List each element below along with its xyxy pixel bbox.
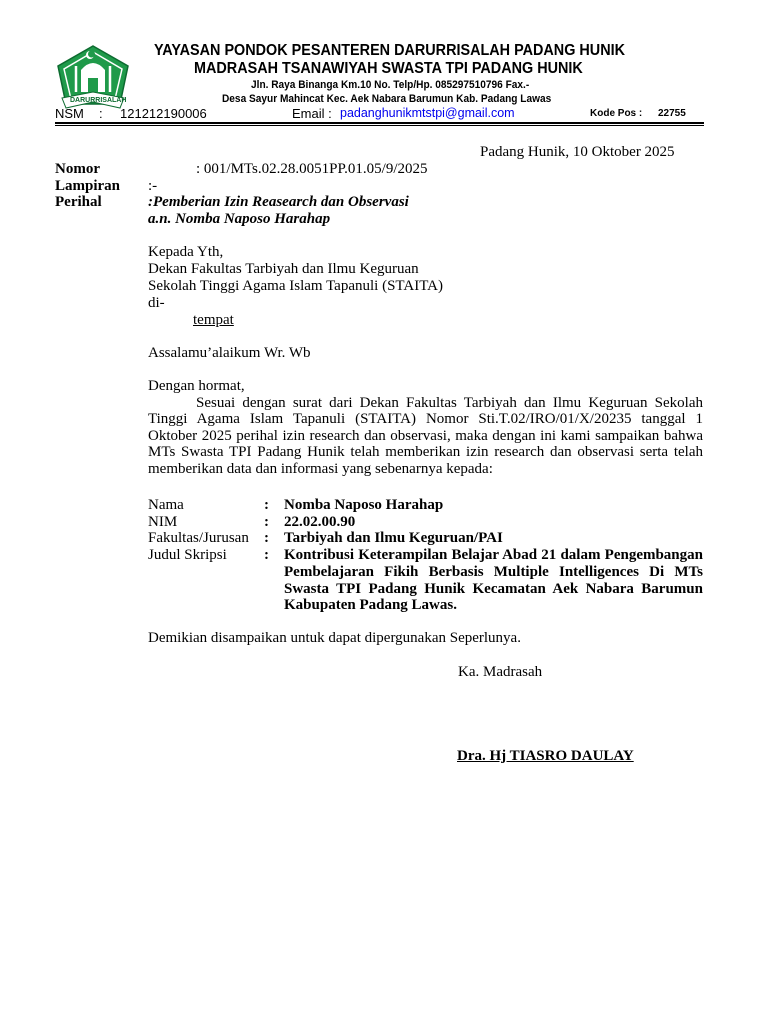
recipient-institution: Sekolah Tinggi Agama Islam Tapanuli (STAITA) — [148, 278, 443, 294]
perihal-line-1 — [148, 194, 409, 211]
body-paragraph: Sesuai dengan surat dari Dekan Fakultas Tarbiyah dan Ilmu Keguruan Sekolah Tinggi Agama Islam Tapanuli (STAITA) Nomor Sti.T.02/IRO/01/X/20235 tanggal 1 Oktober 2025 perihal izin research dan observasi, maka dengan ini kami sampaikan bahwa MTs Swasta TPI Padang Hunik telah memberikan izin research dan observasi serta telah memberikan data dan informasi yang sebenarnya kepada: — [148, 395, 703, 477]
nsm-value: 121212190006 — [120, 106, 207, 121]
perihal-subject: Pemberian Izin Reasearch dan Observasi — [153, 194, 409, 210]
nim-colon: : — [264, 514, 269, 530]
nsm-colon: : — [99, 106, 103, 121]
judul-colon: : — [264, 547, 269, 563]
school-village: Desa Sayur Mahincat Kec. Aek Nabara Barumun Kab. Padang Lawas — [222, 93, 552, 105]
recipient-place: tempat — [193, 312, 234, 328]
nim-value: 22.02.00.90 — [284, 514, 356, 530]
school-logo — [54, 44, 132, 110]
postal-code-label: Kode Pos : — [590, 108, 643, 119]
salutation: Assalamu’alaikum Wr. Wb — [148, 345, 311, 361]
fakultas-colon: : — [264, 530, 269, 546]
nama-value: Nomba Naposo Harahap — [284, 497, 444, 513]
closing-sentence: Demikian disampaikan untuk dapat dipergunakan Seperlunya. — [148, 630, 521, 646]
nama-label: Nama — [148, 497, 184, 513]
signature-name: Dra. Hj TIASRO DAULAY — [457, 748, 634, 764]
opening: Dengan hormat, — [148, 378, 245, 394]
lampiran-value: :- — [148, 178, 158, 194]
school-name: MADRASAH TSANAWIYAH SWASTA TPI PADANG HUNIK — [194, 60, 583, 77]
letterhead-rule-thick — [55, 122, 704, 124]
fakultas-label: Fakultas/Jurusan — [148, 530, 249, 546]
perihal-line-2: a.n. Nomba Naposo Harahap — [148, 211, 331, 227]
email-link[interactable]: padanghunikmtstpi@gmail.com — [340, 106, 515, 120]
signature-title: Ka. Madrasah — [458, 664, 543, 680]
nim-label: NIM — [148, 514, 178, 530]
fakultas-value: Tarbiyah dan Ilmu Keguruan/PAI — [284, 530, 503, 546]
email-label: Email : — [292, 106, 332, 121]
nama-colon: : — [264, 497, 269, 513]
perihal-colon: : — [148, 194, 153, 210]
judul-label: Judul Skripsi — [148, 547, 227, 563]
postal-code-value: 22755 — [658, 108, 686, 119]
lampiran-label: Lampiran — [55, 178, 121, 194]
nomor-value: : 001/MTs.02.28.0051PP.01.05/9/2025 — [196, 161, 428, 177]
nomor-label: Nomor — [55, 161, 100, 177]
foundation-name: YAYASAN PONDOK PESANTEREN DARURRISALAH PADANG HUNIK — [154, 42, 625, 59]
recipient-dean: Dekan Fakultas Tarbiyah dan Ilmu Keguruan — [148, 261, 419, 277]
judul-value: Kontribusi Keterampilan Belajar Abad 21 dalam Pengembangan Pembelajaran Fikih Berbasis Multiple Intelligences Di MTs Swasta TPI Padang Hunik Kecamatan Aek Nabara Barumun Kabupaten Padang Lawas. — [284, 547, 703, 614]
logo-caption: DARURRISALAH — [70, 97, 127, 104]
recipient-greeting: Kepada Yth, — [148, 244, 224, 260]
perihal-label: Perihal — [55, 194, 102, 210]
letter-date: Padang Hunik, 10 Oktober 2025 — [480, 144, 675, 160]
school-address: Jln. Raya Binanga Km.10 No. Telp/Hp. 085297510796 Fax.- — [251, 79, 530, 91]
nsm-label: NSM — [55, 106, 84, 121]
recipient-di: di- — [148, 295, 165, 311]
letterhead-rule-thin — [55, 125, 704, 126]
